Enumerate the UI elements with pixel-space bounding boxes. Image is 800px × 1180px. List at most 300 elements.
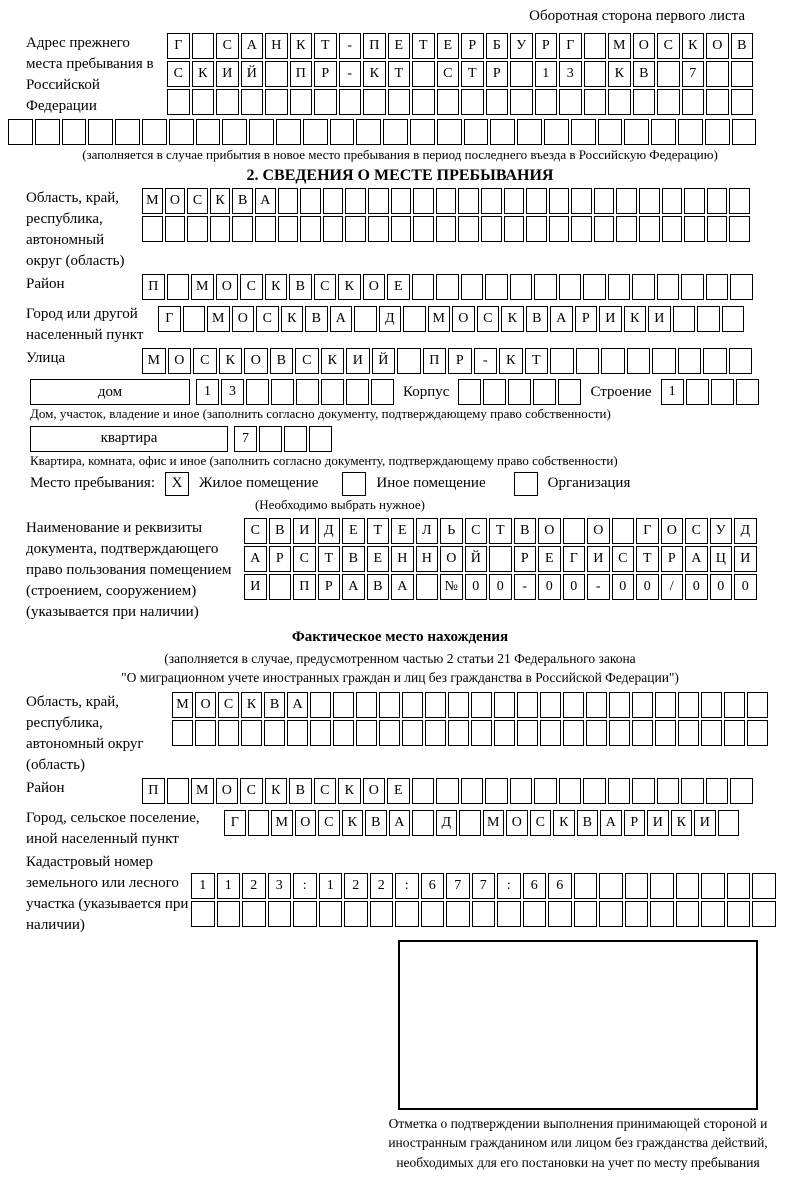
char-cell[interactable]: А <box>685 546 708 572</box>
char-cell[interactable]: О <box>168 348 192 374</box>
char-cell[interactable]: 0 <box>636 574 659 600</box>
char-cell[interactable] <box>241 720 262 746</box>
char-cell[interactable] <box>246 379 269 405</box>
char-cell[interactable]: С <box>530 810 552 836</box>
char-cell[interactable] <box>287 720 308 746</box>
char-cell[interactable] <box>195 720 216 746</box>
char-cell[interactable]: С <box>216 33 239 59</box>
char-cell[interactable] <box>210 216 231 242</box>
char-cell[interactable] <box>115 119 140 145</box>
char-cell[interactable] <box>608 89 631 115</box>
char-cell[interactable] <box>535 89 558 115</box>
char-cell[interactable] <box>625 901 649 927</box>
char-cell[interactable] <box>752 873 776 899</box>
char-cell[interactable]: К <box>219 348 243 374</box>
char-cell[interactable] <box>269 574 292 600</box>
char-cell[interactable] <box>345 216 366 242</box>
char-cell[interactable]: Н <box>416 546 439 572</box>
char-cell[interactable] <box>707 216 728 242</box>
char-cell[interactable] <box>526 216 547 242</box>
char-cell[interactable] <box>729 216 750 242</box>
char-cell[interactable]: С <box>256 306 279 332</box>
char-cell[interactable]: А <box>241 33 264 59</box>
char-cell[interactable]: К <box>210 188 231 214</box>
char-cell[interactable]: В <box>232 188 253 214</box>
char-cell[interactable] <box>517 119 542 145</box>
char-cell[interactable]: - <box>339 61 362 87</box>
char-cell[interactable] <box>598 119 623 145</box>
char-cell[interactable]: Г <box>158 306 181 332</box>
char-cell[interactable] <box>608 274 631 300</box>
char-cell[interactable] <box>310 720 331 746</box>
char-cell[interactable] <box>681 274 704 300</box>
char-cell[interactable] <box>559 89 582 115</box>
char-cell[interactable]: Е <box>391 518 414 544</box>
char-cell[interactable] <box>425 692 446 718</box>
char-cell[interactable]: О <box>295 810 317 836</box>
char-cell[interactable]: 0 <box>538 574 561 600</box>
char-cell[interactable] <box>651 119 676 145</box>
char-cell[interactable]: С <box>295 348 319 374</box>
char-cell[interactable]: О <box>538 518 561 544</box>
char-cell[interactable]: Т <box>525 348 549 374</box>
char-cell[interactable] <box>379 692 400 718</box>
char-cell[interactable]: Т <box>314 33 337 59</box>
char-cell[interactable] <box>413 216 434 242</box>
char-cell[interactable] <box>584 89 607 115</box>
char-cell[interactable] <box>678 348 702 374</box>
char-cell[interactable]: В <box>289 274 312 300</box>
char-cell[interactable]: 0 <box>489 574 512 600</box>
char-cell[interactable]: Й <box>465 546 488 572</box>
char-cell[interactable] <box>321 379 344 405</box>
char-cell[interactable] <box>684 216 705 242</box>
char-cell[interactable] <box>701 873 725 899</box>
char-cell[interactable] <box>697 306 720 332</box>
char-cell[interactable] <box>276 119 301 145</box>
char-cell[interactable] <box>471 720 492 746</box>
char-cell[interactable]: К <box>342 810 364 836</box>
char-cell[interactable]: М <box>142 188 163 214</box>
char-cell[interactable] <box>458 188 479 214</box>
char-cell[interactable]: 2 <box>370 873 394 899</box>
char-cell[interactable] <box>344 901 368 927</box>
char-cell[interactable] <box>632 692 653 718</box>
char-cell[interactable] <box>183 306 206 332</box>
char-cell[interactable] <box>632 778 655 804</box>
char-cell[interactable] <box>300 216 321 242</box>
char-cell[interactable]: - <box>474 348 498 374</box>
char-cell[interactable] <box>464 119 489 145</box>
char-cell[interactable]: 6 <box>548 873 572 899</box>
char-cell[interactable] <box>403 306 426 332</box>
char-cell[interactable] <box>686 379 709 405</box>
char-cell[interactable]: 1 <box>535 61 558 87</box>
char-cell[interactable]: С <box>685 518 708 544</box>
char-cell[interactable] <box>494 692 515 718</box>
char-cell[interactable]: М <box>271 810 293 836</box>
char-cell[interactable] <box>391 216 412 242</box>
char-cell[interactable] <box>458 379 481 405</box>
char-cell[interactable] <box>471 692 492 718</box>
char-cell[interactable] <box>540 692 561 718</box>
char-cell[interactable]: 6 <box>421 873 445 899</box>
char-cell[interactable]: О <box>633 33 656 59</box>
char-cell[interactable] <box>461 274 484 300</box>
char-cell[interactable] <box>412 810 434 836</box>
char-cell[interactable] <box>191 901 215 927</box>
char-cell[interactable] <box>563 692 584 718</box>
char-cell[interactable] <box>510 61 533 87</box>
char-cell[interactable] <box>485 778 508 804</box>
char-cell[interactable]: С <box>218 692 239 718</box>
char-cell[interactable] <box>616 188 637 214</box>
char-cell[interactable] <box>489 546 512 572</box>
char-cell[interactable]: П <box>363 33 386 59</box>
char-cell[interactable]: Г <box>563 546 586 572</box>
char-cell[interactable]: : <box>497 873 521 899</box>
char-cell[interactable]: А <box>244 546 267 572</box>
char-cell[interactable]: В <box>305 306 328 332</box>
char-cell[interactable]: А <box>389 810 411 836</box>
char-cell[interactable] <box>706 89 729 115</box>
char-cell[interactable]: 1 <box>196 379 219 405</box>
char-cell[interactable] <box>356 692 377 718</box>
char-cell[interactable]: К <box>265 778 288 804</box>
char-cell[interactable] <box>533 379 556 405</box>
char-cell[interactable]: П <box>290 61 313 87</box>
char-cell[interactable] <box>436 274 459 300</box>
char-cell[interactable] <box>412 778 435 804</box>
char-cell[interactable]: М <box>142 348 166 374</box>
char-cell[interactable]: И <box>216 61 239 87</box>
char-cell[interactable]: - <box>514 574 537 600</box>
char-cell[interactable]: - <box>339 33 362 59</box>
char-cell[interactable]: О <box>363 274 386 300</box>
char-cell[interactable]: Р <box>535 33 558 59</box>
char-cell[interactable] <box>510 274 533 300</box>
char-cell[interactable] <box>584 33 607 59</box>
char-cell[interactable]: К <box>363 61 386 87</box>
char-cell[interactable]: О <box>452 306 475 332</box>
char-cell[interactable]: Й <box>372 348 396 374</box>
char-cell[interactable] <box>172 720 193 746</box>
char-cell[interactable]: П <box>293 574 316 600</box>
char-cell[interactable] <box>731 89 754 115</box>
char-cell[interactable]: В <box>264 692 285 718</box>
char-cell[interactable] <box>650 901 674 927</box>
char-cell[interactable] <box>248 810 270 836</box>
char-cell[interactable]: Л <box>416 518 439 544</box>
char-cell[interactable]: В <box>342 546 365 572</box>
char-cell[interactable]: А <box>330 306 353 332</box>
char-cell[interactable] <box>510 89 533 115</box>
char-cell[interactable]: И <box>587 546 610 572</box>
char-cell[interactable]: С <box>240 778 263 804</box>
char-cell[interactable] <box>616 216 637 242</box>
char-cell[interactable] <box>310 692 331 718</box>
char-cell[interactable] <box>684 188 705 214</box>
char-cell[interactable] <box>370 901 394 927</box>
char-cell[interactable] <box>729 348 753 374</box>
char-cell[interactable] <box>290 89 313 115</box>
char-cell[interactable] <box>486 89 509 115</box>
char-cell[interactable]: У <box>510 33 533 59</box>
char-cell[interactable] <box>368 216 389 242</box>
char-cell[interactable]: Т <box>367 518 390 544</box>
char-cell[interactable]: А <box>342 574 365 600</box>
char-cell[interactable]: Т <box>489 518 512 544</box>
char-cell[interactable]: 0 <box>710 574 733 600</box>
char-cell[interactable]: 0 <box>563 574 586 600</box>
char-cell[interactable] <box>678 720 699 746</box>
char-cell[interactable]: О <box>216 778 239 804</box>
char-cell[interactable] <box>268 901 292 927</box>
char-cell[interactable]: Ц <box>710 546 733 572</box>
char-cell[interactable]: И <box>647 810 669 836</box>
char-cell[interactable]: 2 <box>344 873 368 899</box>
char-cell[interactable]: Б <box>486 33 509 59</box>
char-cell[interactable] <box>657 274 680 300</box>
char-cell[interactable] <box>192 89 215 115</box>
char-cell[interactable] <box>727 901 751 927</box>
char-cell[interactable] <box>436 188 457 214</box>
char-cell[interactable] <box>142 119 167 145</box>
char-cell[interactable] <box>169 119 194 145</box>
char-cell[interactable] <box>356 119 381 145</box>
char-cell[interactable] <box>483 379 506 405</box>
char-cell[interactable]: Г <box>224 810 246 836</box>
char-cell[interactable]: С <box>187 188 208 214</box>
char-cell[interactable] <box>601 348 625 374</box>
char-cell[interactable]: В <box>269 518 292 544</box>
char-cell[interactable]: О <box>232 306 255 332</box>
char-cell[interactable] <box>632 720 653 746</box>
char-cell[interactable] <box>187 216 208 242</box>
char-cell[interactable]: С <box>657 33 680 59</box>
char-cell[interactable]: П <box>142 274 165 300</box>
char-cell[interactable] <box>303 119 328 145</box>
char-cell[interactable]: : <box>395 873 419 899</box>
char-cell[interactable] <box>167 778 190 804</box>
char-cell[interactable]: П <box>423 348 447 374</box>
char-cell[interactable]: В <box>365 810 387 836</box>
char-cell[interactable] <box>583 778 606 804</box>
char-cell[interactable]: 2 <box>242 873 266 899</box>
char-cell[interactable]: О <box>706 33 729 59</box>
char-cell[interactable] <box>571 119 596 145</box>
char-cell[interactable]: Р <box>661 546 684 572</box>
char-cell[interactable] <box>678 692 699 718</box>
char-cell[interactable] <box>265 89 288 115</box>
char-cell[interactable]: Г <box>167 33 190 59</box>
char-cell[interactable]: Г <box>559 33 582 59</box>
char-cell[interactable] <box>363 89 386 115</box>
char-cell[interactable] <box>594 216 615 242</box>
char-cell[interactable]: 7 <box>682 61 705 87</box>
char-cell[interactable] <box>559 274 582 300</box>
char-cell[interactable] <box>594 188 615 214</box>
char-cell[interactable] <box>673 306 696 332</box>
char-cell[interactable] <box>216 89 239 115</box>
char-cell[interactable]: О <box>216 274 239 300</box>
char-cell[interactable] <box>241 89 264 115</box>
char-cell[interactable] <box>571 216 592 242</box>
char-cell[interactable]: А <box>391 574 414 600</box>
char-cell[interactable]: М <box>483 810 505 836</box>
char-cell[interactable]: О <box>363 778 386 804</box>
char-cell[interactable] <box>574 873 598 899</box>
char-cell[interactable] <box>425 720 446 746</box>
char-cell[interactable]: Е <box>437 33 460 59</box>
char-cell[interactable]: 1 <box>191 873 215 899</box>
char-cell[interactable]: Н <box>391 546 414 572</box>
char-cell[interactable]: Е <box>388 33 411 59</box>
char-cell[interactable] <box>650 873 674 899</box>
char-cell[interactable] <box>481 188 502 214</box>
char-cell[interactable]: М <box>428 306 451 332</box>
char-cell[interactable] <box>271 379 294 405</box>
char-cell[interactable] <box>448 692 469 718</box>
char-cell[interactable]: М <box>207 306 230 332</box>
char-cell[interactable] <box>142 216 163 242</box>
char-cell[interactable] <box>678 119 703 145</box>
char-cell[interactable]: 7 <box>234 426 257 452</box>
char-cell[interactable] <box>472 901 496 927</box>
char-cell[interactable] <box>255 216 276 242</box>
char-cell[interactable]: О <box>195 692 216 718</box>
char-cell[interactable] <box>701 901 725 927</box>
char-cell[interactable] <box>448 720 469 746</box>
char-cell[interactable] <box>485 274 508 300</box>
char-cell[interactable] <box>534 274 557 300</box>
char-cell[interactable]: С <box>193 348 217 374</box>
char-cell[interactable] <box>701 692 722 718</box>
char-cell[interactable] <box>705 119 730 145</box>
char-cell[interactable] <box>706 274 729 300</box>
char-cell[interactable] <box>563 518 586 544</box>
char-cell[interactable] <box>388 89 411 115</box>
char-cell[interactable] <box>559 778 582 804</box>
char-cell[interactable] <box>88 119 113 145</box>
char-cell[interactable]: Е <box>387 274 410 300</box>
char-cell[interactable] <box>609 720 630 746</box>
char-cell[interactable] <box>706 778 729 804</box>
char-cell[interactable]: Е <box>342 518 365 544</box>
char-cell[interactable]: 3 <box>268 873 292 899</box>
char-cell[interactable] <box>309 426 332 452</box>
char-cell[interactable]: В <box>731 33 754 59</box>
char-cell[interactable] <box>383 119 408 145</box>
char-cell[interactable] <box>729 188 750 214</box>
char-cell[interactable] <box>323 216 344 242</box>
char-cell[interactable] <box>293 901 317 927</box>
char-cell[interactable]: К <box>241 692 262 718</box>
char-cell[interactable] <box>319 901 343 927</box>
char-cell[interactable]: Р <box>314 61 337 87</box>
char-cell[interactable] <box>330 119 355 145</box>
char-cell[interactable] <box>459 810 481 836</box>
char-cell[interactable]: И <box>694 810 716 836</box>
char-cell[interactable] <box>333 692 354 718</box>
char-cell[interactable] <box>550 348 574 374</box>
char-cell[interactable]: Й <box>241 61 264 87</box>
char-cell[interactable]: М <box>191 274 214 300</box>
char-cell[interactable]: Д <box>379 306 402 332</box>
char-cell[interactable]: В <box>367 574 390 600</box>
char-cell[interactable]: В <box>514 518 537 544</box>
char-cell[interactable]: Е <box>367 546 390 572</box>
char-cell[interactable] <box>655 692 676 718</box>
char-cell[interactable] <box>412 89 435 115</box>
char-cell[interactable]: К <box>553 810 575 836</box>
char-cell[interactable]: С <box>437 61 460 87</box>
char-cell[interactable] <box>526 188 547 214</box>
char-cell[interactable]: / <box>661 574 684 600</box>
char-cell[interactable]: У <box>710 518 733 544</box>
char-cell[interactable] <box>402 720 423 746</box>
char-cell[interactable] <box>284 426 307 452</box>
char-cell[interactable] <box>412 61 435 87</box>
char-cell[interactable] <box>627 348 651 374</box>
char-cell[interactable]: : <box>293 873 317 899</box>
char-cell[interactable] <box>436 216 457 242</box>
char-cell[interactable]: Т <box>388 61 411 87</box>
char-cell[interactable]: Е <box>538 546 561 572</box>
char-cell[interactable]: 7 <box>446 873 470 899</box>
char-cell[interactable] <box>167 274 190 300</box>
char-cell[interactable]: В <box>289 778 312 804</box>
char-cell[interactable] <box>724 692 745 718</box>
char-cell[interactable]: 3 <box>221 379 244 405</box>
char-cell[interactable] <box>333 720 354 746</box>
char-cell[interactable] <box>339 89 362 115</box>
char-cell[interactable]: О <box>440 546 463 572</box>
char-cell[interactable] <box>724 720 745 746</box>
char-cell[interactable]: 7 <box>472 873 496 899</box>
char-cell[interactable]: В <box>270 348 294 374</box>
char-cell[interactable] <box>490 119 515 145</box>
char-cell[interactable] <box>727 873 751 899</box>
char-cell[interactable]: К <box>624 306 647 332</box>
char-cell[interactable] <box>494 720 515 746</box>
char-cell[interactable]: В <box>577 810 599 836</box>
char-cell[interactable]: Д <box>734 518 757 544</box>
char-cell[interactable] <box>657 778 680 804</box>
char-cell[interactable]: Р <box>486 61 509 87</box>
char-cell[interactable] <box>676 901 700 927</box>
char-cell[interactable]: О <box>165 188 186 214</box>
char-cell[interactable] <box>437 119 462 145</box>
char-cell[interactable] <box>259 426 282 452</box>
char-cell[interactable]: Т <box>412 33 435 59</box>
char-cell[interactable]: С <box>465 518 488 544</box>
char-cell[interactable] <box>192 33 215 59</box>
char-cell[interactable]: С <box>612 546 635 572</box>
char-cell[interactable] <box>35 119 60 145</box>
char-cell[interactable] <box>481 216 502 242</box>
char-cell[interactable] <box>662 216 683 242</box>
char-cell[interactable] <box>232 216 253 242</box>
char-cell[interactable] <box>584 61 607 87</box>
char-cell[interactable] <box>701 720 722 746</box>
char-cell[interactable] <box>413 188 434 214</box>
char-cell[interactable] <box>711 379 734 405</box>
char-cell[interactable] <box>8 119 33 145</box>
char-cell[interactable] <box>609 692 630 718</box>
char-cell[interactable] <box>722 306 745 332</box>
char-cell[interactable]: 0 <box>465 574 488 600</box>
